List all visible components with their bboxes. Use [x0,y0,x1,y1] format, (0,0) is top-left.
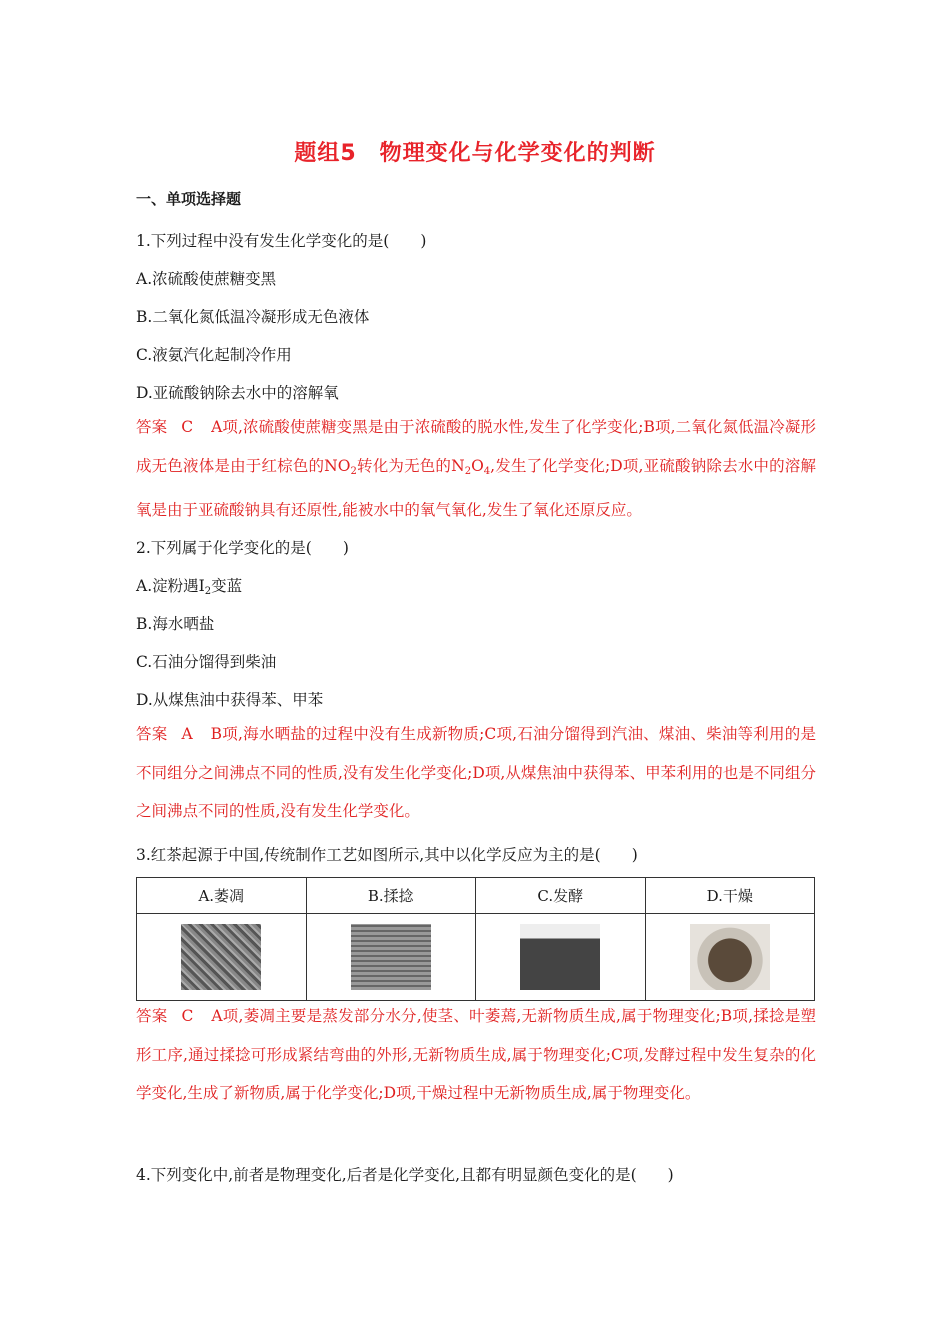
column-header-b: B.揉捻 [306,878,476,914]
rolling-photo [351,924,431,990]
answer-key: C [181,1007,194,1025]
photo-cell [137,914,307,1001]
section-heading: 一、单项选择题 [136,190,242,208]
answer-explanation-2: 转化为无色的N [356,456,465,475]
drying-photo [690,924,770,990]
subscript: 2 [204,586,212,597]
answer-key: A [181,725,193,743]
withering-photo [181,924,261,990]
answer-explanation-4: ,发生了化学变化;D项,亚硫酸钠除去水中的溶解氧是由于亚硫酸钠具有还原性,能被水中的氧气氧化,发生了氧化还原反应。 [136,456,816,519]
subscript: 2 [464,465,472,477]
question-2-option-b: B.海水晒盐 [136,615,215,633]
answer-label: 答案 [136,418,168,436]
question-2-option-d: D.从煤焦油中获得苯、甲苯 [136,691,324,709]
fermentation-photo [520,924,600,990]
question-1-option-c: C.液氨汽化起制冷作用 [136,346,292,364]
answer-explanation: A项,萎凋主要是蒸发部分水分,使茎、叶萎蔫,无新物质生成,属于物理变化;B项,揉捻是塑形工序,通过揉捻可形成紧结弯曲的外形,无新物质生成,属于物理变化;C项,发酵过程中发生复杂的化学变化,生成了新物质,属于化学变化;D项,干燥过程中无新物质生成,属于物理变化。 [136,1007,816,1102]
question-2-option-c: C.石油分馏得到柴油 [136,653,277,671]
question-1-option-b: B.二氧化氮低温冷凝形成无色液体 [136,308,370,326]
answer-key: C [181,418,194,436]
photo-cell [306,914,476,1001]
option-text: 变蓝 [211,577,243,595]
iodine-symbol: I [198,577,205,595]
question-1-option-d: D.亚硫酸钠除去水中的溶解氧 [136,384,339,402]
option-text: A.淀粉遇 [136,577,199,595]
question-1-stem: 1.下列过程中没有发生化学变化的是( ) [136,232,427,250]
question-3-answer [136,997,816,1113]
answer-label: 答案 [136,725,168,743]
photo-cell [476,914,646,1001]
column-header-d: D.干燥 [645,878,815,914]
question-2-option-a [136,574,242,597]
answer-label: 答案 [136,1007,168,1025]
question-4-stem: 4.下列变化中,前者是物理变化,后者是化学变化,且都有明显颜色变化的是( ) [136,1166,674,1184]
answer-explanation: A项,浓硫酸使蔗糖变黑是由于浓硫酸的脱水性,发生了化学变化;B项,二氧化氮低温冷凝形成无色液体是由于红棕色的NO [136,418,816,475]
photo-cell [645,914,815,1001]
question-2-answer [136,715,816,831]
column-header-a: A.萎凋 [137,878,307,914]
subscript: 4 [483,465,491,477]
tea-process-table [136,877,815,1001]
column-header-c: C.发酵 [476,878,646,914]
answer-explanation: B项,海水晒盐的过程中没有生成新物质;C项,石油分馏得到汽油、煤油、柴油等利用的是不同组分之间沸点不同的性质,没有发生化学变化;D项,从煤焦油中获得苯、甲苯利用的也是不同组分之间沸点不同的性质,没有发生化学变化。 [136,725,816,820]
answer-explanation-3: O [471,456,484,475]
question-3-stem: 3.红茶起源于中国,传统制作工艺如图所示,其中以化学反应为主的是( ) [136,846,638,864]
question-1-option-a: A.浓硫酸使蔗糖变黑 [136,270,277,288]
question-2-stem: 2.下列属于化学变化的是( ) [136,539,349,557]
question-1-answer [136,408,816,530]
subscript: 2 [350,465,357,477]
page-title: 题组5 物理变化与化学变化的判断 [294,141,656,166]
